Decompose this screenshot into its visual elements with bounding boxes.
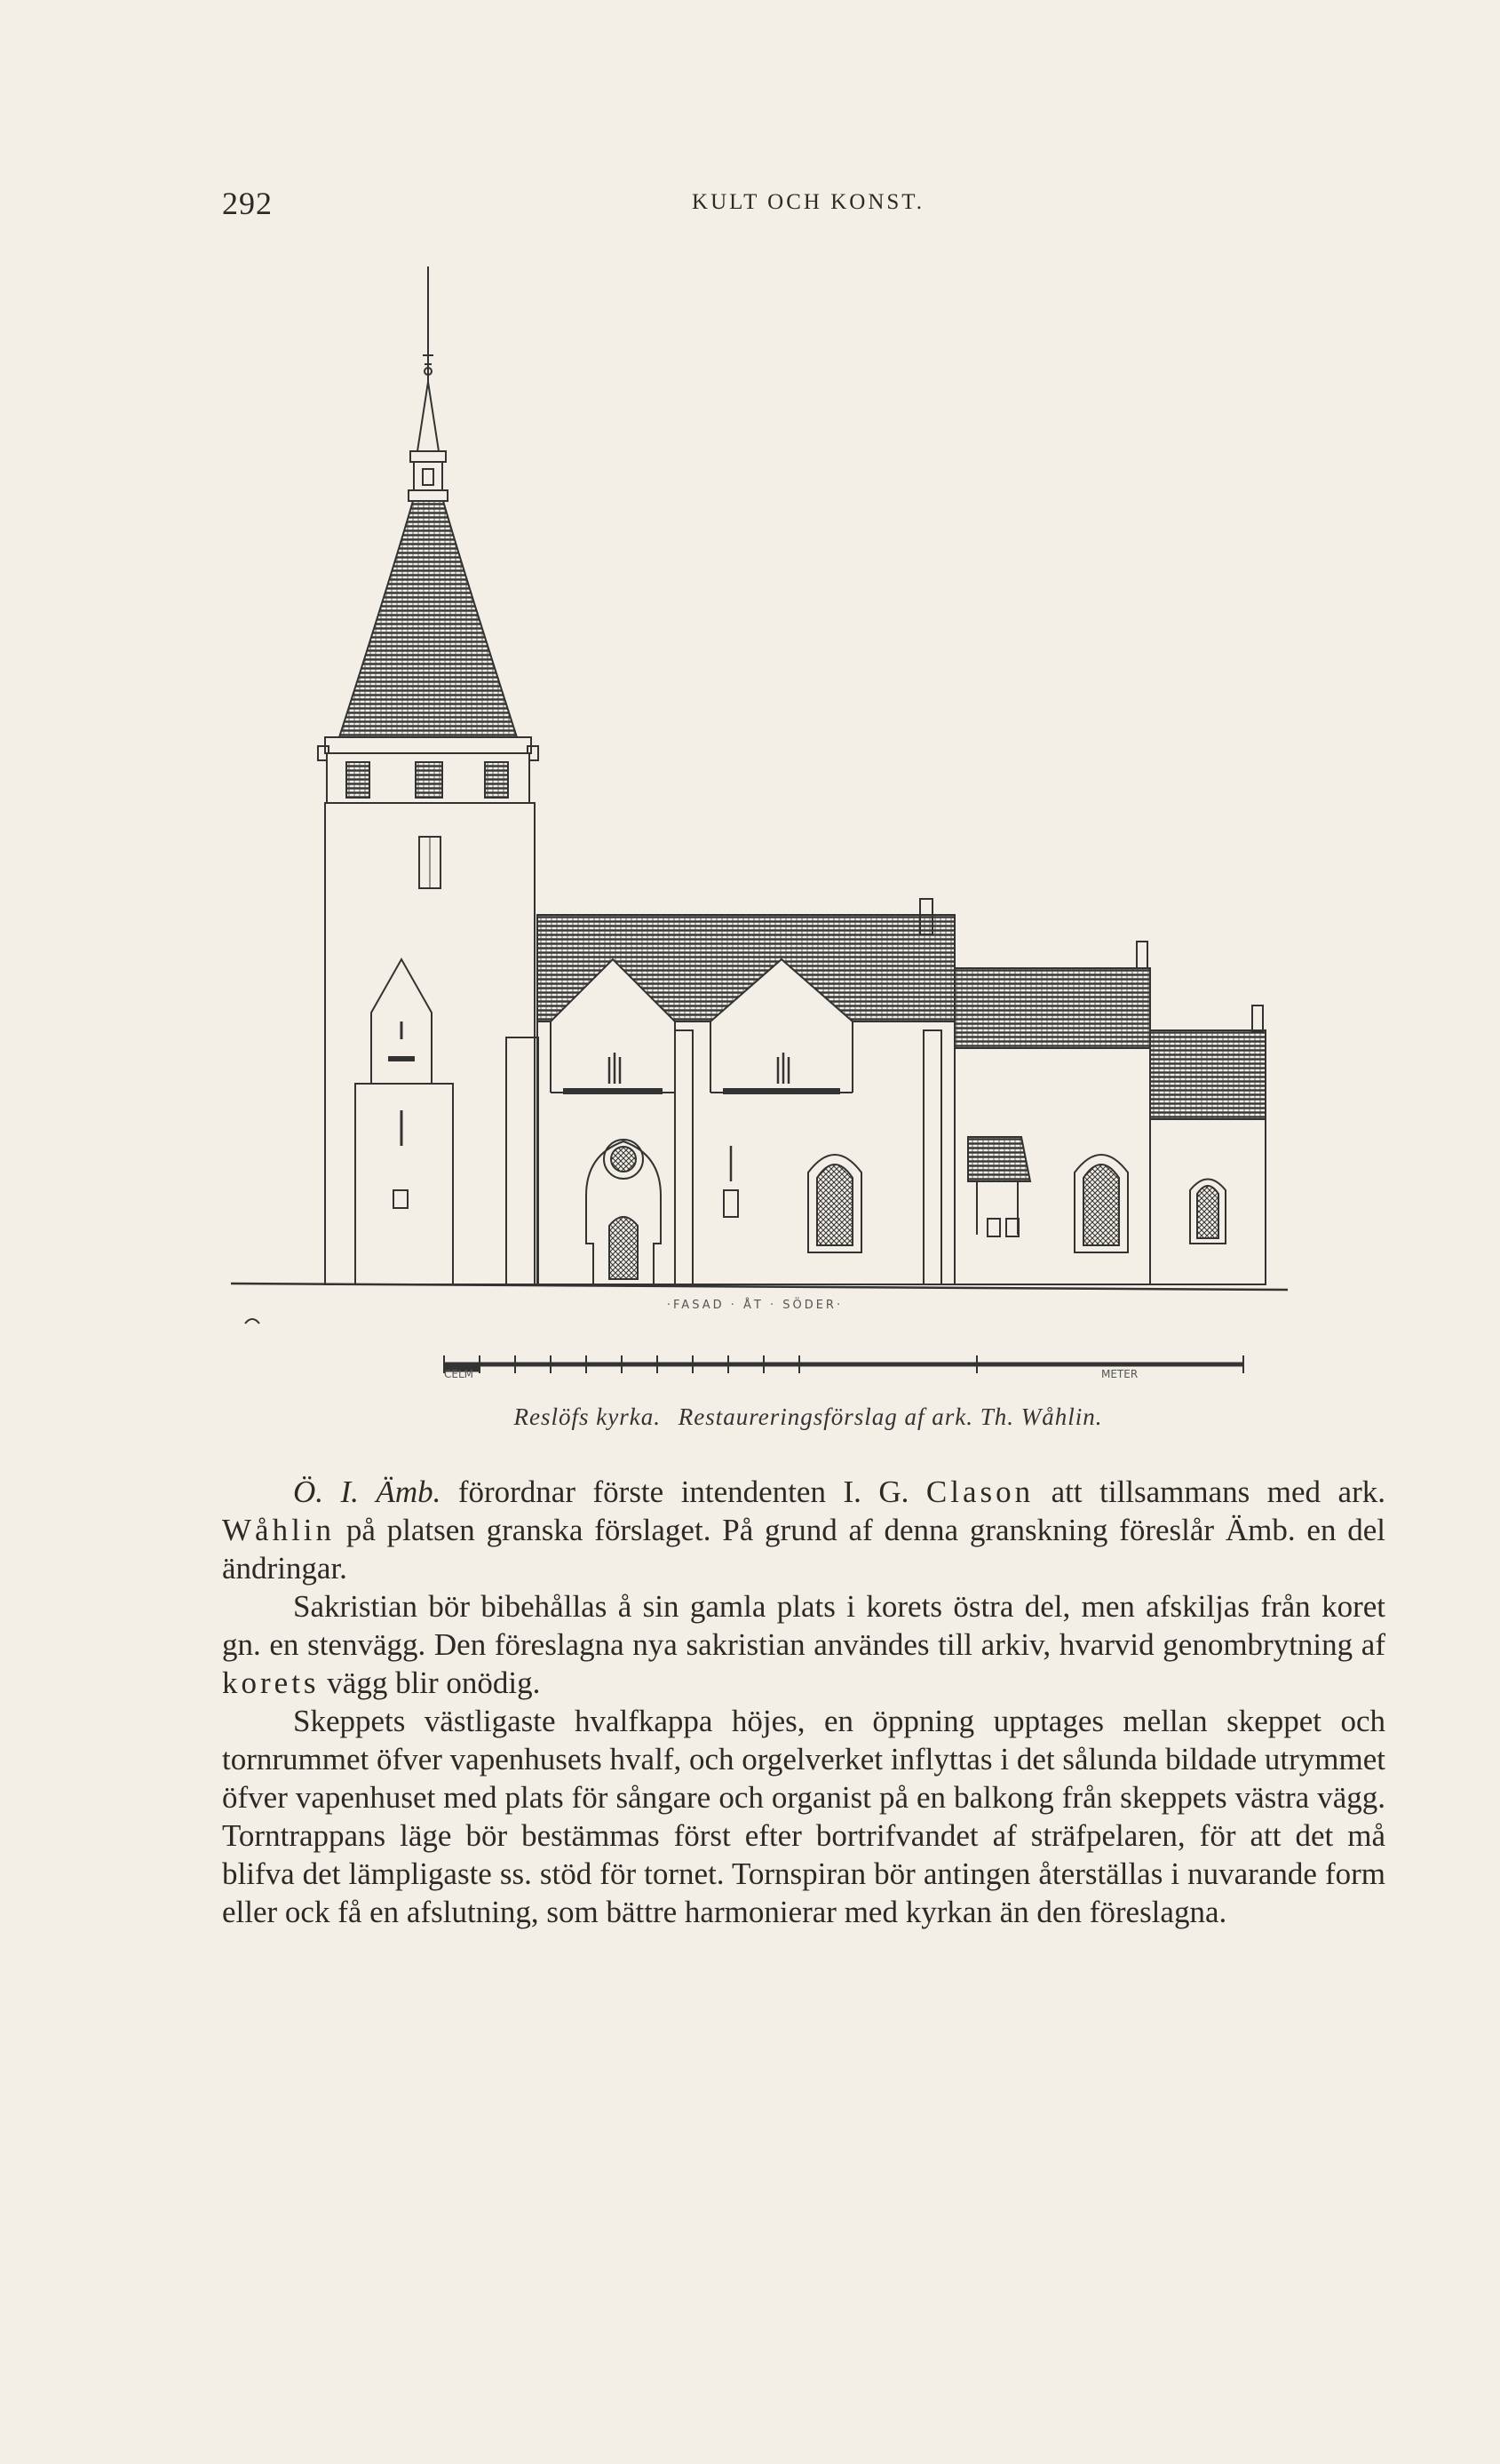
name-clason: Clason [925,1474,1035,1509]
paragraph-1 [222,1473,1385,1587]
caption-credit: Restaureringsförslag af ark. Th. Wåhlin. [678,1403,1103,1430]
word-korets: korets [222,1665,320,1700]
figure-caption [222,1403,1394,1431]
paragraph-2 [222,1587,1385,1702]
caption-church: Reslöfs kyrka. [513,1403,661,1430]
church-elevation-drawing [213,258,1297,1386]
running-title: KULT OCH KONST. [692,190,925,214]
paragraph-1-text-c: på platsen granska förslaget. På grund af denna granskning föreslår Ämb. en del ändringar. [222,1513,1385,1586]
body-text [222,1473,1385,1931]
paragraph-2-text-a: Sakristian bör bibehållas å sin gamla plats i korets östra del, men afskiljas från koret gn. en stenvägg. Den föreslagna nya sakristian användes till arkiv, hvarvid genombrytning af [222,1589,1385,1662]
paragraph-1-text-b: att tillsammans med ark. [1034,1474,1385,1509]
paragraph-1-text-a: förordnar förste intendenten I. G. [440,1474,926,1509]
elevation-svg [213,258,1297,1386]
page-header [222,185,1394,229]
scale-unit-left: CELM [444,1368,473,1380]
paragraph-3: Skeppets västligaste hvalfkappa höjes, en öppning upptages mellan skeppet och tornrummet öfver vapenhusets hvalf, och orgelverket inflyttas i det sålunda bildade utrymmet öfver vapenhuset med plats för sångare och organist på en balkong från skeppets västra vägg. Torntrappans läge bör bestämmas först efter bortrifvandet af sträfpelaren, för att det må blifva det lämpligaste ss. stöd för tornet. Tornspiran bör antingen återställas i nuvarande form eller ock få en afslutning, som bättre harmonierar med kyrkan än den föreslagna. [222,1704,1385,1929]
paragraph-2-text-b: vägg blir onödig. [319,1665,541,1700]
name-wahlin: Wåhlin [222,1513,336,1547]
scale-unit-right: METER [1101,1368,1139,1380]
facade-label: ·FASAD · ÅT · SÖDER· [666,1299,844,1312]
page-number: 292 [222,186,273,221]
authority-abbrev: Ö. I. Ämb. [293,1474,441,1509]
